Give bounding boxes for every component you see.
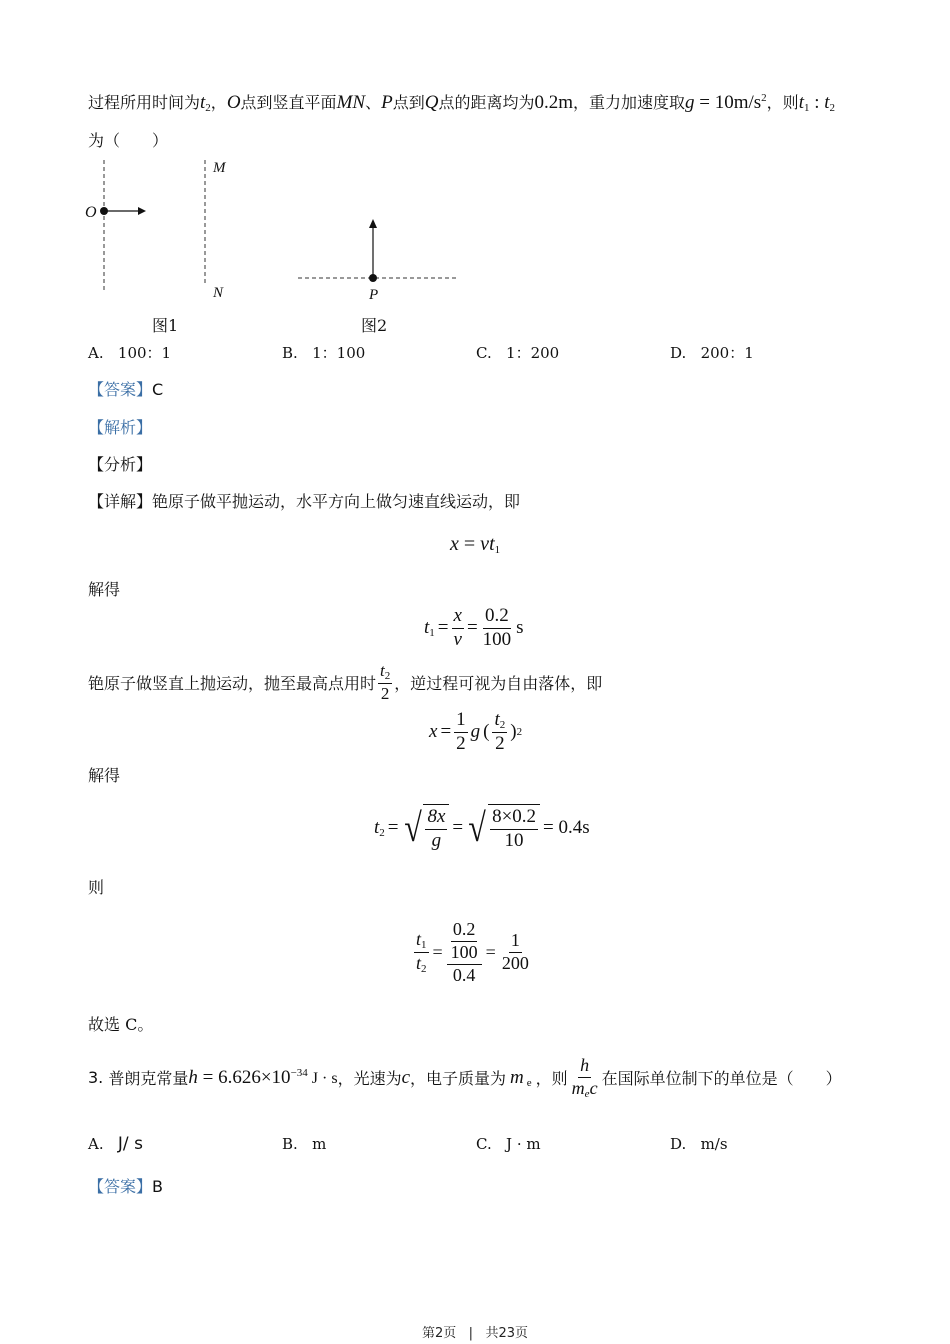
math-geq: = 10m/s (694, 92, 762, 113)
sqrt-8x-g (402, 804, 450, 852)
q2-detail (88, 490, 520, 514)
frac-1-200 (500, 931, 531, 974)
jiede-1: 解得 (88, 580, 121, 599)
q2-option-b (282, 341, 365, 365)
stem-text: 、 (365, 93, 382, 112)
option-text: m/s (700, 1135, 728, 1153)
footer-separator: | (468, 1326, 474, 1341)
stem-text: 在国际单位制下的单位是（ ） (601, 1069, 842, 1089)
fig2-caption: 图2 (361, 316, 388, 335)
math-unit: J · s (307, 1069, 338, 1087)
option-letter: A. (88, 344, 104, 362)
math-g: g (685, 92, 695, 113)
answer-tag: 【答案】 (88, 380, 153, 399)
stem-text: ，则 (766, 93, 799, 112)
math-value: = 6.626×10 (197, 1066, 291, 1088)
math-paren: ( (483, 721, 490, 743)
stem-text: ，光速为 (337, 1069, 402, 1089)
equation-t1 (424, 606, 524, 651)
math-sup: 2 (516, 726, 523, 739)
fig1-label-N: N (213, 285, 224, 301)
math-Q: Q (424, 92, 439, 113)
q2-option-d (670, 341, 754, 365)
option-text: 1：100 (312, 344, 366, 362)
math-dist: 0.2m (534, 92, 573, 113)
q2-stem-line1 (88, 86, 835, 120)
frac-den: v (453, 628, 462, 650)
answer-value: B (152, 1177, 163, 1196)
math-x: x (429, 721, 438, 743)
math-eq: = (437, 617, 449, 639)
stem-text: ，逆过程可视为自由落体，即 (394, 674, 603, 694)
frac-1-2 (454, 710, 468, 755)
math-eq: = (440, 721, 452, 743)
math-O: O (226, 92, 241, 113)
math-t: t (424, 617, 430, 639)
q3-stem (88, 1056, 842, 1100)
frac-den: 200 (501, 953, 529, 974)
stem-text: 铯原子做竖直上抛运动，抛至最高点用时 (88, 674, 377, 694)
fig1-label-O: O (85, 204, 97, 221)
q2-option-a (88, 341, 171, 365)
frac-num: 0.2 (483, 606, 511, 629)
math-t: t (416, 929, 422, 950)
math-paren: ) (510, 721, 517, 743)
stem-text: ， (210, 93, 227, 112)
ze: 则 (88, 878, 105, 897)
option-letter: C. (476, 1135, 492, 1153)
option-letter: C. (476, 344, 492, 362)
math-eq: = (387, 816, 399, 838)
math-m: m (510, 1066, 524, 1088)
frac-0.2-100 (481, 606, 514, 651)
math-c: c (401, 1066, 411, 1088)
frac-den: g (431, 829, 442, 851)
option-letter: D. (670, 344, 687, 362)
q2-option-c (476, 341, 559, 365)
sqrt-numeric (466, 804, 540, 852)
option-letter: A. (88, 1135, 104, 1153)
q3-option-c (476, 1132, 541, 1156)
q2-fenxi-tag: 【分析】 (88, 455, 153, 474)
math-sub: 1 (429, 627, 435, 640)
math-t: t (416, 953, 422, 974)
equation-ratio (414, 920, 531, 985)
math-MN: MN (336, 92, 366, 113)
math-sub: 1 (494, 544, 501, 556)
math-t2: t (200, 92, 206, 113)
math-sup: −34 (290, 1066, 308, 1079)
option-text: J/ s (117, 1134, 143, 1154)
frac-den: 2 (456, 732, 466, 754)
q2-analysis-tag: 【解析】 (88, 418, 153, 437)
frac-num: 8x (425, 807, 447, 830)
option-letter: B. (282, 1135, 298, 1153)
radical-sign: √ (403, 804, 422, 850)
frac-den: 100 (450, 941, 478, 962)
frac-num: h (578, 1056, 591, 1078)
q3-option-a (88, 1132, 143, 1156)
math-h: h (188, 1066, 198, 1088)
footer-page-number: 第2页 (421, 1326, 457, 1341)
frac-t2-2 (492, 710, 507, 755)
stem-text: 点到 (392, 93, 425, 112)
math-t: t (494, 709, 500, 730)
option-text: J · m (506, 1135, 541, 1153)
math-eq: = (432, 942, 443, 963)
option-text: 100：1 (117, 344, 172, 362)
math-t: t (374, 816, 380, 838)
math-m: m (571, 1077, 585, 1098)
frac-t2-2 (378, 662, 392, 704)
fig2-label-P: P (369, 287, 379, 303)
frac-den: 10 (504, 829, 524, 851)
frac-den: 0.4 (452, 964, 476, 985)
math-sub: 2 (829, 102, 836, 114)
frac-num: 1 (509, 931, 522, 953)
equation-x-vt1 (450, 533, 500, 556)
fig1-label-M: M (213, 160, 226, 176)
frac-den: 2 (380, 684, 390, 704)
stem-text: ，则 (535, 1069, 568, 1089)
math-eq: = (485, 942, 496, 963)
option-text: 200：1 (700, 344, 754, 362)
equation-t2 (374, 804, 590, 852)
option-letter: D. (670, 1135, 687, 1153)
answer-tag: 【答案】 (88, 1177, 153, 1196)
frac-num: 8×0.2 (490, 807, 538, 830)
answer-value: C (152, 380, 164, 399)
page-footer (0, 1322, 950, 1341)
stem-text: 点的距离均为 (438, 93, 535, 112)
math-sub: 2 (379, 826, 385, 839)
math-sup: 2 (761, 92, 767, 104)
jiede-2: 解得 (88, 766, 121, 785)
math-sub: 2 (499, 719, 506, 731)
math-unit: s (516, 617, 524, 639)
question-number: 3. (88, 1068, 104, 1088)
math-sub: e (526, 1076, 532, 1089)
math-eq: = (458, 533, 481, 555)
q3-answer (88, 1175, 163, 1199)
math-result: = 0.4s (543, 816, 590, 838)
math-t: t (489, 533, 495, 555)
math-t: t (798, 92, 804, 113)
frac-x-v (452, 606, 464, 651)
equation-free-fall (429, 710, 522, 755)
math-t: t (824, 92, 830, 113)
math-sub: 1 (803, 102, 810, 114)
option-text: 1：200 (506, 344, 560, 362)
math-c: c (589, 1077, 598, 1098)
stem-text: ，重力加速度取 (572, 93, 685, 112)
detail-tag: 【详解】 (88, 492, 153, 511)
frac-num: 0.2 (451, 920, 478, 942)
q2-text3 (88, 662, 602, 704)
math-t: t (380, 661, 385, 680)
option-letter: B. (282, 344, 298, 362)
footer-total-pages: 共23页 (485, 1326, 529, 1341)
q2-conclusion: 故选 C。 (88, 1015, 154, 1034)
q2-figures (78, 150, 558, 330)
q2-stem-line2: 为（ ） (88, 131, 169, 150)
frac-num: 1 (454, 710, 468, 733)
q3-option-b (282, 1132, 326, 1156)
math-sub: 2 (384, 670, 391, 682)
math-colon: : (809, 92, 825, 113)
frac-h-mec (570, 1056, 600, 1100)
frac-den: 100 (482, 628, 512, 650)
math-sub: e (584, 1087, 590, 1100)
detail-text: 铯原子做平抛运动，水平方向上做匀速直线运动，即 (152, 492, 521, 511)
frac-den: 2 (495, 733, 505, 755)
stem-text: 普朗克常量 (108, 1069, 189, 1089)
frac-t1-t2 (414, 930, 429, 975)
math-eq: = (466, 617, 478, 639)
fig1-arrowhead (138, 207, 146, 215)
q2-answer (88, 378, 163, 402)
math-eq: = (452, 816, 464, 838)
math-x: x (450, 533, 459, 555)
radical-sign: √ (468, 804, 486, 850)
fig1-caption: 图1 (152, 316, 179, 335)
fig2-arrowhead (369, 219, 377, 228)
stem-text: ，电子质量为 (410, 1069, 507, 1089)
math-sub: 1 (421, 939, 427, 952)
math-v: v (480, 533, 490, 555)
stem-text: 点到竖直平面 (240, 93, 337, 112)
math-sub: 2 (421, 963, 427, 976)
math-g: g (470, 721, 481, 743)
frac-compound (447, 920, 482, 985)
option-text: m (312, 1135, 327, 1153)
stem-text: 过程所用时间为 (88, 93, 201, 112)
q3-option-d (670, 1132, 728, 1156)
math-sub: 2 (205, 102, 211, 114)
math-P: P (381, 92, 393, 113)
frac-num: x (452, 606, 464, 629)
